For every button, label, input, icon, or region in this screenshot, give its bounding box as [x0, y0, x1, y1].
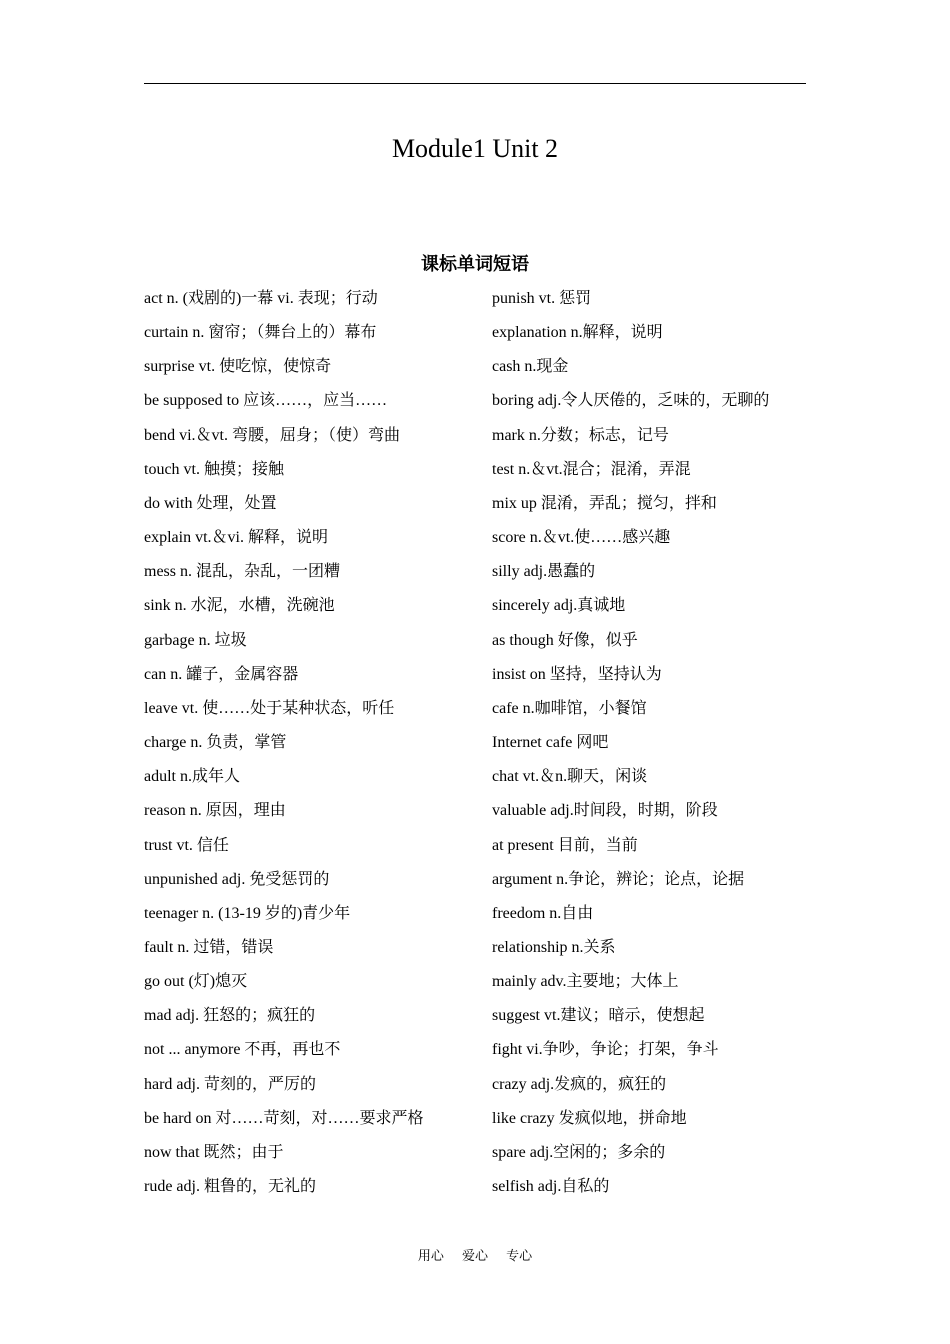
vocab-entry: adult n.成年人 [144, 768, 240, 786]
footer-word: 爱心 [461, 1249, 488, 1264]
vocab-list-left [144, 282, 484, 1204]
vocab-entry: surprise vt. 使吃惊，使惊奇 [144, 358, 332, 376]
vocab-entry: teenager n. (13-19 岁的)青少年 [144, 904, 351, 922]
vocab-entry: mark n.分数；标志，记号 [492, 426, 669, 444]
vocab-entry: act n. (戏剧的)一幕 vi. 表现；行动 [144, 290, 378, 307]
vocab-entry: reason n. 原因，理由 [144, 802, 286, 820]
vocab-entry: valuable adj.时间段，时期，阶段 [492, 802, 718, 820]
vocab-entry: do with 处理，处置 [144, 494, 277, 512]
page-title: Module1 Unit 2 [391, 134, 559, 163]
vocab-entry: mess n. 混乱，杂乱，一团糟 [144, 563, 341, 581]
vocab-entry: mainly adv.主要地；大体上 [492, 973, 679, 991]
section-heading: 课标单词短语 [421, 254, 529, 275]
vocab-entry: like crazy 发疯似地，拼命地 [492, 1109, 687, 1127]
vocab-entry: charge n. 负责，掌管 [144, 734, 287, 752]
vocab-entry: mix up 混淆，弄乱；搅匀，拌和 [492, 494, 717, 512]
vocab-entry: trust vt. 信任 [144, 836, 229, 854]
vocab-entry: suggest vt.建议；暗示，使想起 [492, 1007, 705, 1025]
vocab-entry: score n.＆vt.使……感兴趣 [492, 529, 671, 547]
vocab-entry: fault n. 过错，错误 [144, 938, 274, 956]
vocab-entry: rude adj. 粗鲁的，无礼的 [144, 1178, 316, 1196]
footer-word: 用心 [417, 1249, 444, 1264]
vocab-entry: as though 好像，似乎 [492, 631, 638, 649]
vocab-entry: leave vt. 使……处于某种状态，听任 [144, 699, 395, 717]
vocab-entry: at present 目前，当前 [492, 836, 638, 854]
vocab-entry: test n.＆vt.混合；混淆，弄混 [492, 460, 691, 478]
vocab-entry: cash n.现金 [492, 358, 569, 376]
vocab-entry: explain vt.＆vi. 解释，说明 [144, 529, 328, 547]
page-footer [0, 1247, 950, 1267]
vocab-entry: cafe n.咖啡馆，小餐馆 [492, 699, 647, 717]
vocab-entry: unpunished adj. 免受惩罚的 [144, 870, 330, 888]
vocab-entry: sincerely adj.真诚地 [492, 597, 626, 615]
vocab-entry: spare adj.空闲的；多余的 [492, 1143, 666, 1161]
vocab-entry: not ... anymore 不再，再也不 [144, 1041, 341, 1059]
vocab-entry: crazy adj.发疯的，疯狂的 [492, 1075, 667, 1093]
vocab-entry: touch vt. 触摸；接触 [144, 460, 284, 478]
vocab-entry: relationship n.关系 [492, 938, 616, 956]
vocab-entry: Internet cafe 网吧 [492, 734, 609, 752]
footer-word: 专心 [506, 1249, 533, 1264]
vocab-entry: be supposed to 应该……，应当…… [144, 392, 388, 410]
vocab-entry: chat vt.＆n.聊天，闲谈 [492, 768, 648, 786]
vocab-entry: can n. 罐子，金属容器 [144, 665, 299, 683]
vocab-entry: freedom n.自由 [492, 904, 594, 922]
vocab-entry: mad adj. 狂怒的；疯狂的 [144, 1007, 316, 1025]
header-rule [144, 83, 806, 84]
vocab-entry: fight vi.争吵，争论；打架，争斗 [492, 1041, 719, 1059]
vocab-entry: bend vi.＆vt. 弯腰，屈身；（使）弯曲 [144, 426, 400, 444]
vocab-list-right [492, 282, 822, 1204]
vocab-entry: hard adj. 苛刻的，严厉的 [144, 1075, 316, 1093]
vocab-entry: boring adj.令人厌倦的，乏味的，无聊的 [492, 392, 770, 410]
vocab-entry: silly adj.愚蠢的 [492, 563, 596, 581]
vocab-entry: go out (灯)熄灭 [144, 973, 248, 991]
vocab-entry: argument n.争论，辨论；论点，论据 [492, 870, 745, 888]
vocab-entry: explanation n.解释，说明 [492, 324, 663, 342]
vocab-entry: sink n. 水泥，水槽，洗碗池 [144, 597, 335, 615]
vocab-entry: insist on 坚持，坚持认为 [492, 665, 662, 683]
vocab-entry: selfish adj.自私的 [492, 1178, 610, 1196]
vocab-entry: curtain n. 窗帘；（舞台上的）幕布 [144, 324, 377, 342]
vocab-entry: garbage n. 垃圾 [144, 631, 247, 649]
vocab-entry: punish vt. 惩罚 [492, 290, 592, 307]
vocab-entry: be hard on 对……苛刻，对……要求严格 [144, 1109, 424, 1127]
vocab-entry: now that 既然；由于 [144, 1143, 284, 1161]
